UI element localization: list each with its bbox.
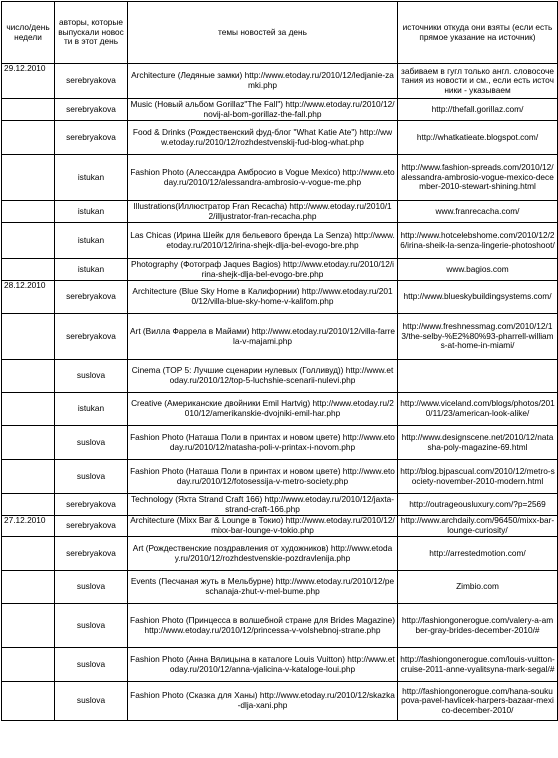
row-source-cell: http://www.designscene.net/2010/12/natasha-poly-magazine-69.html — [398, 426, 558, 460]
row-topic-cell: Fashion Photo (Анна Вялицына в каталоге Louis Vuitton) http://www.etoday.ru/2010/12/anna-vjalicina-v-kataloge-loui.php — [128, 648, 398, 682]
table-row — [2, 571, 558, 604]
row-date-cell — [2, 426, 55, 460]
row-topic-cell: Las Chicas (Ирина Шейк для бельевого бренда La Senza) http://www.etoday.ru/2010/12/irina-shejk-dlja-bel-evogo-bre.php — [128, 223, 398, 259]
row-source-cell: http://outrageousluxury.com/?p=2569 — [398, 494, 558, 516]
table-row — [2, 682, 558, 721]
row-source-cell: http://www.freshnessmag.com/2010/12/13/the-selby-%E2%80%93-pharrell-williams-at-home-in-miami/ — [398, 314, 558, 360]
row-author-cell: suslova — [55, 604, 128, 648]
row-author-cell: serebryakova — [55, 121, 128, 155]
row-author-cell: istukan — [55, 393, 128, 426]
table-row — [2, 426, 558, 460]
row-author-cell: istukan — [55, 259, 128, 281]
table-row — [2, 64, 558, 99]
row-topic-cell: Cinema (TOP 5: Лучшие сценарии нулевых (Голливуд)) http://www.etoday.ru/2010/12/top-5-luchshie-scenarii-nulevi.php — [128, 360, 398, 393]
row-date-cell — [2, 537, 55, 571]
row-topic-cell: Architecture (Blue Sky Home в Калифорнии) http://www.etoday.ru/2010/12/villa-blue-sky-home-v-kalifom.php — [128, 281, 398, 314]
header-author: авторы, которые выпускали новости в этот день — [55, 2, 128, 64]
row-author-cell: serebryakova — [55, 516, 128, 537]
row-author-cell: suslova — [55, 682, 128, 721]
row-source-cell: http://blog.bjpascual.com/2010/12/metro-society-november-2010-modern.html — [398, 460, 558, 494]
table-row — [2, 494, 558, 516]
news-sources-table — [1, 1, 558, 721]
table-row — [2, 259, 558, 281]
row-author-cell: serebryakova — [55, 64, 128, 99]
row-date-cell: 27.12.2010 — [2, 516, 55, 537]
row-author-cell: serebryakova — [55, 99, 128, 121]
row-date-cell — [2, 648, 55, 682]
row-source-cell: http://fashiongonerogue.com/hana-soukupova-pavel-havlicek-harpers-bazaar-mexico-december-2010/ — [398, 682, 558, 721]
row-source-cell: http://fashiongonerogue.com/valery-a-amber-gray-brides-december-2010/# — [398, 604, 558, 648]
table-row — [2, 393, 558, 426]
row-date-cell — [2, 393, 55, 426]
row-date-cell — [2, 201, 55, 223]
row-source-cell: Zimbio.com — [398, 571, 558, 604]
row-author-cell: suslova — [55, 426, 128, 460]
row-date-cell — [2, 121, 55, 155]
row-source-cell: http://arrestedmotion.com/ — [398, 537, 558, 571]
table-row — [2, 281, 558, 314]
row-topic-cell: Fashion Photo (Принцесса в волшебной стране для Brides Magazine) http://www.etoday.ru/2010/12/princessa-v-volshebnoj-strane.php — [128, 604, 398, 648]
table-row — [2, 223, 558, 259]
row-topic-cell: Architecture (Ледяные замки) http://www.etoday.ru/2010/12/ledjanie-zamki.php — [128, 64, 398, 99]
row-source-cell: забиваем в гугл только англ. словосочетания из новости и см., если есть источники - указываем — [398, 64, 558, 99]
row-source-cell: http://www.hotcelebshome.com/2010/12/26/irina-sheik-la-senza-lingerie-photoshoot/ — [398, 223, 558, 259]
row-source-cell: http://www.viceland.com/blogs/photos/2010/11/23/american-look-alike/ — [398, 393, 558, 426]
row-date-cell — [2, 494, 55, 516]
row-author-cell: serebryakova — [55, 537, 128, 571]
row-author-cell: suslova — [55, 648, 128, 682]
row-date-cell — [2, 314, 55, 360]
row-date-cell — [2, 155, 55, 201]
row-author-cell: suslova — [55, 360, 128, 393]
table-row — [2, 314, 558, 360]
row-author-cell: serebryakova — [55, 281, 128, 314]
row-topic-cell: Technology (Яхта Strand Craft 166) http://www.etoday.ru/2010/12/jaxta-strand-craft-166.php — [128, 494, 398, 516]
row-date-cell: 29.12.2010 — [2, 64, 55, 99]
row-topic-cell: Illustrations(Иллюстратор Fran Recacha) http://www.etoday.ru/2010/12/illjustrator-fran-recacha.php — [128, 201, 398, 223]
row-topic-cell: Fashion Photo (Наташа Поли в принтах и новом цвете) http://www.etoday.ru/2010/12/fotosessija-v-metro-society.php — [128, 460, 398, 494]
row-date-cell — [2, 259, 55, 281]
row-topic-cell: Creative (Американские двойники Emil Hartvig) http://www.etoday.ru/2010/12/amerikanskie-dvojniki-emil-har.php — [128, 393, 398, 426]
table-row — [2, 201, 558, 223]
row-topic-cell: Food & Drinks (Рождественский фуд-блог "What Katie Ate") http://www.etoday.ru/2010/12/rozhdestvenskij-fud-blog-what.php — [128, 121, 398, 155]
row-topic-cell: Photography (Фотограф Jaques Bagios) http://www.etoday.ru/2010/12/irina-shejk-dlja-bel-evogo-bre.php — [128, 259, 398, 281]
row-source-cell: http://thefall.gorillaz.com/ — [398, 99, 558, 121]
row-source-cell: www.franrecacha.com/ — [398, 201, 558, 223]
row-topic-cell: Fashion Photo (Сказка для Ханы) http://www.etoday.ru/2010/12/skazka-dlja-xani.php — [128, 682, 398, 721]
row-date-cell — [2, 571, 55, 604]
row-source-cell: www.bagios.com — [398, 259, 558, 281]
row-topic-cell: Fashion Photo (Алессандра Амбросио в Vogue Mexico) http://www.etoday.ru/2010/12/alessandra-ambrosio-v-vogue-me.php — [128, 155, 398, 201]
row-author-cell: serebryakova — [55, 314, 128, 360]
row-date-cell — [2, 99, 55, 121]
row-date-cell: 28.12.2010 — [2, 281, 55, 314]
header-source: источники откуда они взяты (если есть прямое указание на источник) — [398, 2, 558, 64]
header-topic: темы новостей за день — [128, 2, 398, 64]
table-row — [2, 516, 558, 537]
row-author-cell: istukan — [55, 223, 128, 259]
row-date-cell — [2, 682, 55, 721]
row-source-cell — [398, 360, 558, 393]
row-source-cell: http://whatkatieate.blogspot.com/ — [398, 121, 558, 155]
row-source-cell: http://fashiongonerogue.com/louis-vuitton-cruise-2011-anne-vyalitsyna-mark-segal/# — [398, 648, 558, 682]
row-topic-cell: Fashion Photo (Наташа Поли в принтах и новом цвете) http://www.etoday.ru/2010/12/natasha-poli-v-printax-i-novom.php — [128, 426, 398, 460]
row-source-cell: http://www.blueskybuildingsystems.com/ — [398, 281, 558, 314]
row-author-cell: istukan — [55, 201, 128, 223]
row-date-cell — [2, 604, 55, 648]
row-author-cell: suslova — [55, 571, 128, 604]
row-author-cell: suslova — [55, 460, 128, 494]
table-row — [2, 648, 558, 682]
row-author-cell: istukan — [55, 155, 128, 201]
table-row — [2, 99, 558, 121]
table-row — [2, 360, 558, 393]
row-source-cell: http://www.archdaily.com/96450/mixx-bar-lounge-curiosity/ — [398, 516, 558, 537]
row-author-cell: serebryakova — [55, 494, 128, 516]
header-row — [2, 2, 558, 64]
table-row — [2, 121, 558, 155]
table-row — [2, 537, 558, 571]
row-source-cell: http://www.fashion-spreads.com/2010/12/alessandra-ambrosio-vogue-mexico-december-2010-stewart-shining.html — [398, 155, 558, 201]
row-topic-cell: Music (Новый альбом Gorillaz"The Fall") http://www.etoday.ru/2010/12/novij-al-bom-gorillaz-the-fall.php — [128, 99, 398, 121]
row-topic-cell: Art (Рождественские поздравления от художников) http://www.etoday.ru/2010/12/rozhdestvenskie-pozdravlenija.php — [128, 537, 398, 571]
row-date-cell — [2, 360, 55, 393]
row-topic-cell: Architecture (Mixx Bar & Lounge в Токио) http://www.etoday.ru/2010/12/mixx-bar-lounge-v-tokio.php — [128, 516, 398, 537]
header-date: число/день недели — [2, 2, 55, 64]
table-body — [2, 64, 558, 721]
table-row — [2, 460, 558, 494]
table-row — [2, 155, 558, 201]
row-topic-cell: Events (Песчаная жуть в Мельбурне) http://www.etoday.ru/2010/12/peschanaja-zhut-v-mel-bume.php — [128, 571, 398, 604]
table-row — [2, 604, 558, 648]
row-date-cell — [2, 460, 55, 494]
row-date-cell — [2, 223, 55, 259]
row-topic-cell: Art (Вилла Фаррела в Майами) http://www.etoday.ru/2010/12/villa-farrela-v-majami.php — [128, 314, 398, 360]
